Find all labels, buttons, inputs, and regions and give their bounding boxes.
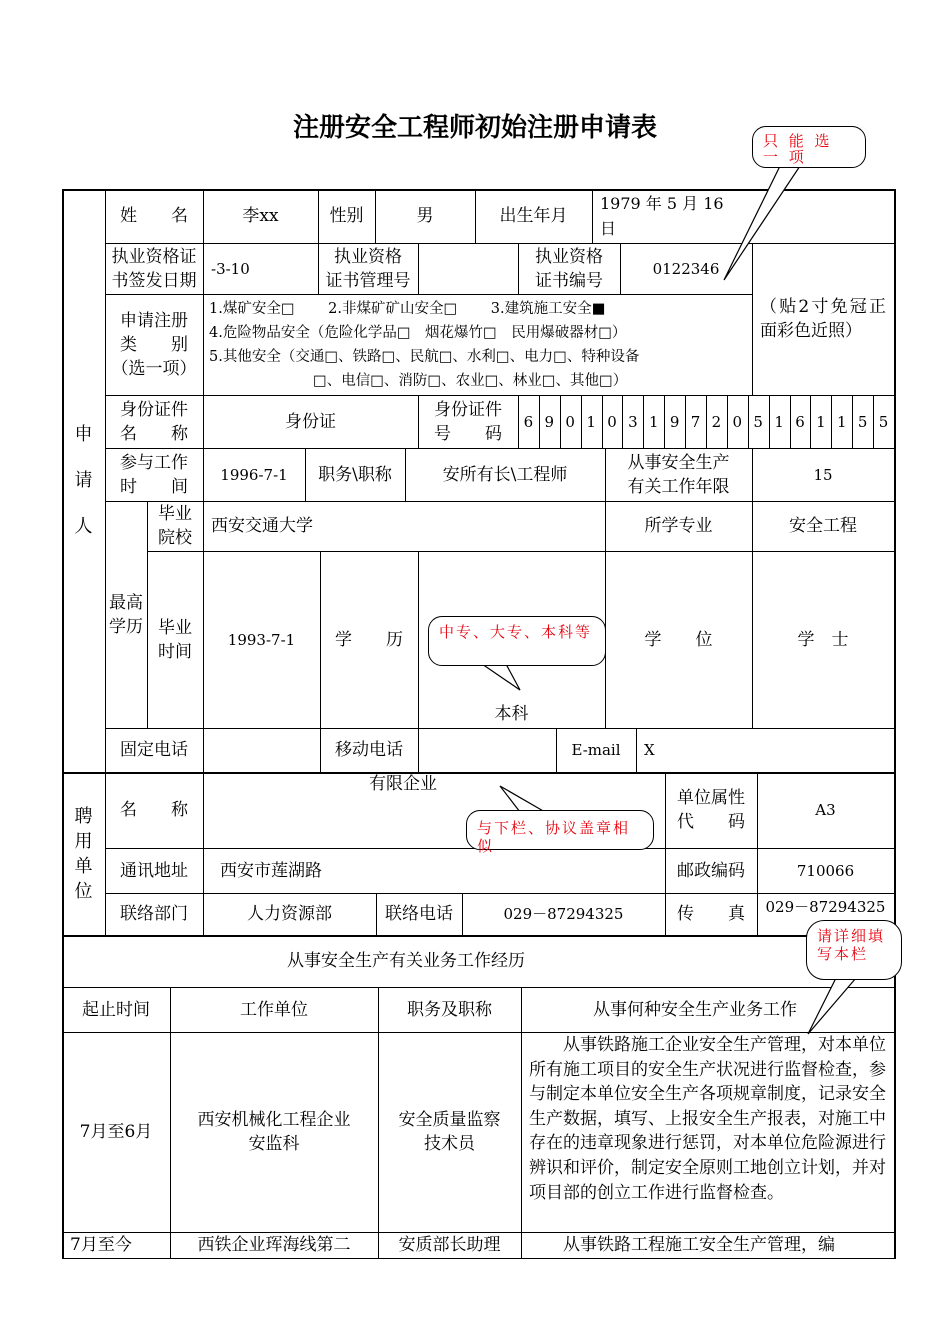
grad-time-value: 1993-7-1 bbox=[227, 630, 296, 649]
degree-edu-value: 本科 bbox=[494, 704, 529, 724]
id-digit: 5 bbox=[857, 412, 868, 431]
major-label: 所学专业 bbox=[644, 516, 713, 536]
cert-mgmt-label: 执业资格 证书管理号 bbox=[325, 246, 411, 291]
grad-time-label: 毕业 时间 bbox=[158, 617, 192, 662]
note-education: 中专、大专、本科等 bbox=[428, 616, 606, 666]
tel-label: 联络电话 bbox=[385, 904, 453, 924]
work-start-label: 参与工作 时 间 bbox=[120, 452, 188, 497]
id-digit: 0 bbox=[732, 412, 743, 431]
exp-row-2-desc: 从事铁路工程施工安全生产管理，编 bbox=[529, 1235, 835, 1255]
exp-header-work: 从事何种安全生产业务工作 bbox=[593, 999, 797, 1020]
cert-no-value: 0122346 bbox=[652, 259, 720, 278]
id-digit: 5 bbox=[753, 412, 763, 431]
id-digit: 5 bbox=[878, 412, 889, 431]
degree-value: 学 士 bbox=[797, 629, 849, 650]
school-label: 毕业 院校 bbox=[158, 504, 192, 548]
id-digit: 1 bbox=[774, 412, 784, 431]
id-digit: 6 bbox=[795, 412, 805, 431]
note-detail: 请详细填写本栏 bbox=[806, 920, 902, 980]
postcode-value: 710066 bbox=[796, 861, 855, 880]
id-digit: 2 bbox=[711, 412, 722, 431]
id-digit: 1 bbox=[586, 412, 596, 431]
exp-row-1-unit: 西安机械化工程企业 安监科 bbox=[197, 1110, 351, 1154]
employer-section-label: 聘 用 单 位 bbox=[74, 805, 93, 902]
fax-value: 029－87294325 bbox=[765, 898, 886, 916]
id-type-label: 身份证件 名 称 bbox=[120, 399, 188, 444]
email-label: E-mail bbox=[571, 741, 621, 759]
major-value: 安全工程 bbox=[789, 516, 857, 536]
exp-header-unit: 工作单位 bbox=[240, 999, 308, 1020]
safety-years-value: 15 bbox=[813, 465, 833, 484]
category-label: 申请注册 类 别 （选一项） bbox=[111, 310, 197, 379]
id-digit: 6 bbox=[523, 412, 534, 431]
phone-value bbox=[203, 728, 320, 772]
id-type-value: 身份证 bbox=[285, 411, 336, 432]
employer-name-value: 有限企业 bbox=[369, 774, 437, 794]
id-digit: 9 bbox=[669, 412, 680, 431]
unit-attr-value: A3 bbox=[815, 801, 836, 819]
id-digit: 7 bbox=[690, 412, 701, 431]
postcode-label: 邮政编码 bbox=[677, 860, 745, 881]
note-seal: 与下栏、协议盖章相似 bbox=[466, 810, 654, 850]
email-value: X bbox=[644, 741, 655, 759]
cert-date-value: -3-10 bbox=[211, 259, 250, 278]
category-line-1: 1.煤矿安全□ 2.非煤矿矿山安全□ 3.建筑施工安全■ bbox=[209, 301, 606, 317]
exp-header-title: 职务及职称 bbox=[407, 999, 492, 1020]
cert-mgmt-value bbox=[418, 243, 518, 294]
position-value: 安所有长\工程师 bbox=[442, 464, 568, 485]
address-value: 西安市莲湖路 bbox=[220, 860, 322, 881]
mobile-label: 移动电话 bbox=[335, 740, 403, 760]
degree-label: 学 位 bbox=[644, 629, 713, 650]
cert-date-label: 执业资格证 书签发日期 bbox=[111, 246, 197, 291]
work-start-value: 1996-7-1 bbox=[220, 465, 288, 484]
exp-row-2-unit: 西铁企业珲海线第二 bbox=[197, 1235, 351, 1255]
cert-no-label: 执业资格 证书编号 bbox=[535, 246, 603, 291]
exp-row-1-desc: 从事铁路施工企业安全生产管理，对本单位所有施工项目的安全生产状况进行监督检查，参与制定本单位安全生产各项规章制度，记录安全生产数据，填写、上报安全生产报表，对施工中存在的违章现象进行惩罚，对本单位危险源进行辨识和评价，制定安全原则工地创立计划，并对项目部的创立工作进行监督检查。 bbox=[529, 1035, 886, 1203]
id-digit: 0 bbox=[565, 412, 575, 431]
id-no-label: 身份证件 号 码 bbox=[434, 399, 502, 444]
experience-title: 从事安全生产有关业务工作经历 bbox=[287, 951, 525, 971]
degree-edu-label: 学 历 bbox=[335, 629, 403, 650]
category-line-2: 4.危险物品安全（危险化学品□ 烟花爆竹□ 民用爆破器材□） bbox=[209, 325, 627, 341]
position-label: 职务\职称 bbox=[318, 464, 392, 485]
applicant-section-label: 申 请 人 bbox=[74, 424, 93, 537]
note-only-one: 只 能 选 一 项 bbox=[752, 126, 866, 168]
fax-label: 传 真 bbox=[677, 904, 745, 924]
dept-value: 人力资源部 bbox=[247, 904, 332, 924]
id-digit: 9 bbox=[544, 412, 555, 431]
phone-label: 固定电话 bbox=[120, 740, 188, 760]
mobile-value bbox=[418, 728, 556, 772]
employer-name-label: 名 称 bbox=[120, 800, 188, 820]
exp-row-2-title: 安质部长助理 bbox=[398, 1235, 501, 1255]
education-label: 最高 学历 bbox=[109, 592, 143, 637]
id-digit: 3 bbox=[628, 412, 638, 431]
photo-placeholder: （贴2寸免冠正面彩色近照） bbox=[760, 297, 886, 341]
category-line-3: 5.其他安全（交通□、铁路□、民航□、水利□、电力□、特种设备 bbox=[209, 349, 640, 365]
unit-attr-label: 单位属性 代 码 bbox=[677, 788, 745, 832]
address-label: 通讯地址 bbox=[120, 860, 188, 881]
birth-label: 出生年月 bbox=[499, 206, 568, 226]
id-digit: 0 bbox=[607, 412, 617, 431]
exp-row-1-title: 安全质量监察 技术员 bbox=[398, 1110, 501, 1154]
school-value: 西安交通大学 bbox=[211, 516, 313, 536]
exp-row-2-period: 7月至今 bbox=[70, 1235, 132, 1255]
gender-label: 性别 bbox=[329, 206, 364, 226]
birth-value: 1979 年 5 月 16 日 bbox=[600, 194, 724, 238]
dept-label: 联络部门 bbox=[120, 904, 188, 924]
name-value: 李xx bbox=[242, 206, 279, 226]
gender-value: 男 bbox=[416, 206, 434, 226]
id-digit: 1 bbox=[816, 412, 826, 431]
name-label: 姓 名 bbox=[120, 206, 188, 226]
id-digit: 1 bbox=[648, 412, 659, 431]
safety-years-label: 从事安全生产 有关工作年限 bbox=[627, 452, 730, 497]
exp-row-1-period: 7月至6月 bbox=[79, 1122, 153, 1142]
page-title: 注册安全工程师初始注册申请表 bbox=[292, 113, 657, 143]
category-options[interactable] bbox=[203, 294, 752, 395]
exp-header-period: 起止时间 bbox=[82, 999, 150, 1020]
tel-value: 029－87294325 bbox=[503, 905, 624, 923]
category-line-4: □、电信□、消防□、农业□、林业□、其他□） bbox=[313, 373, 628, 389]
id-digit: 1 bbox=[836, 412, 847, 431]
